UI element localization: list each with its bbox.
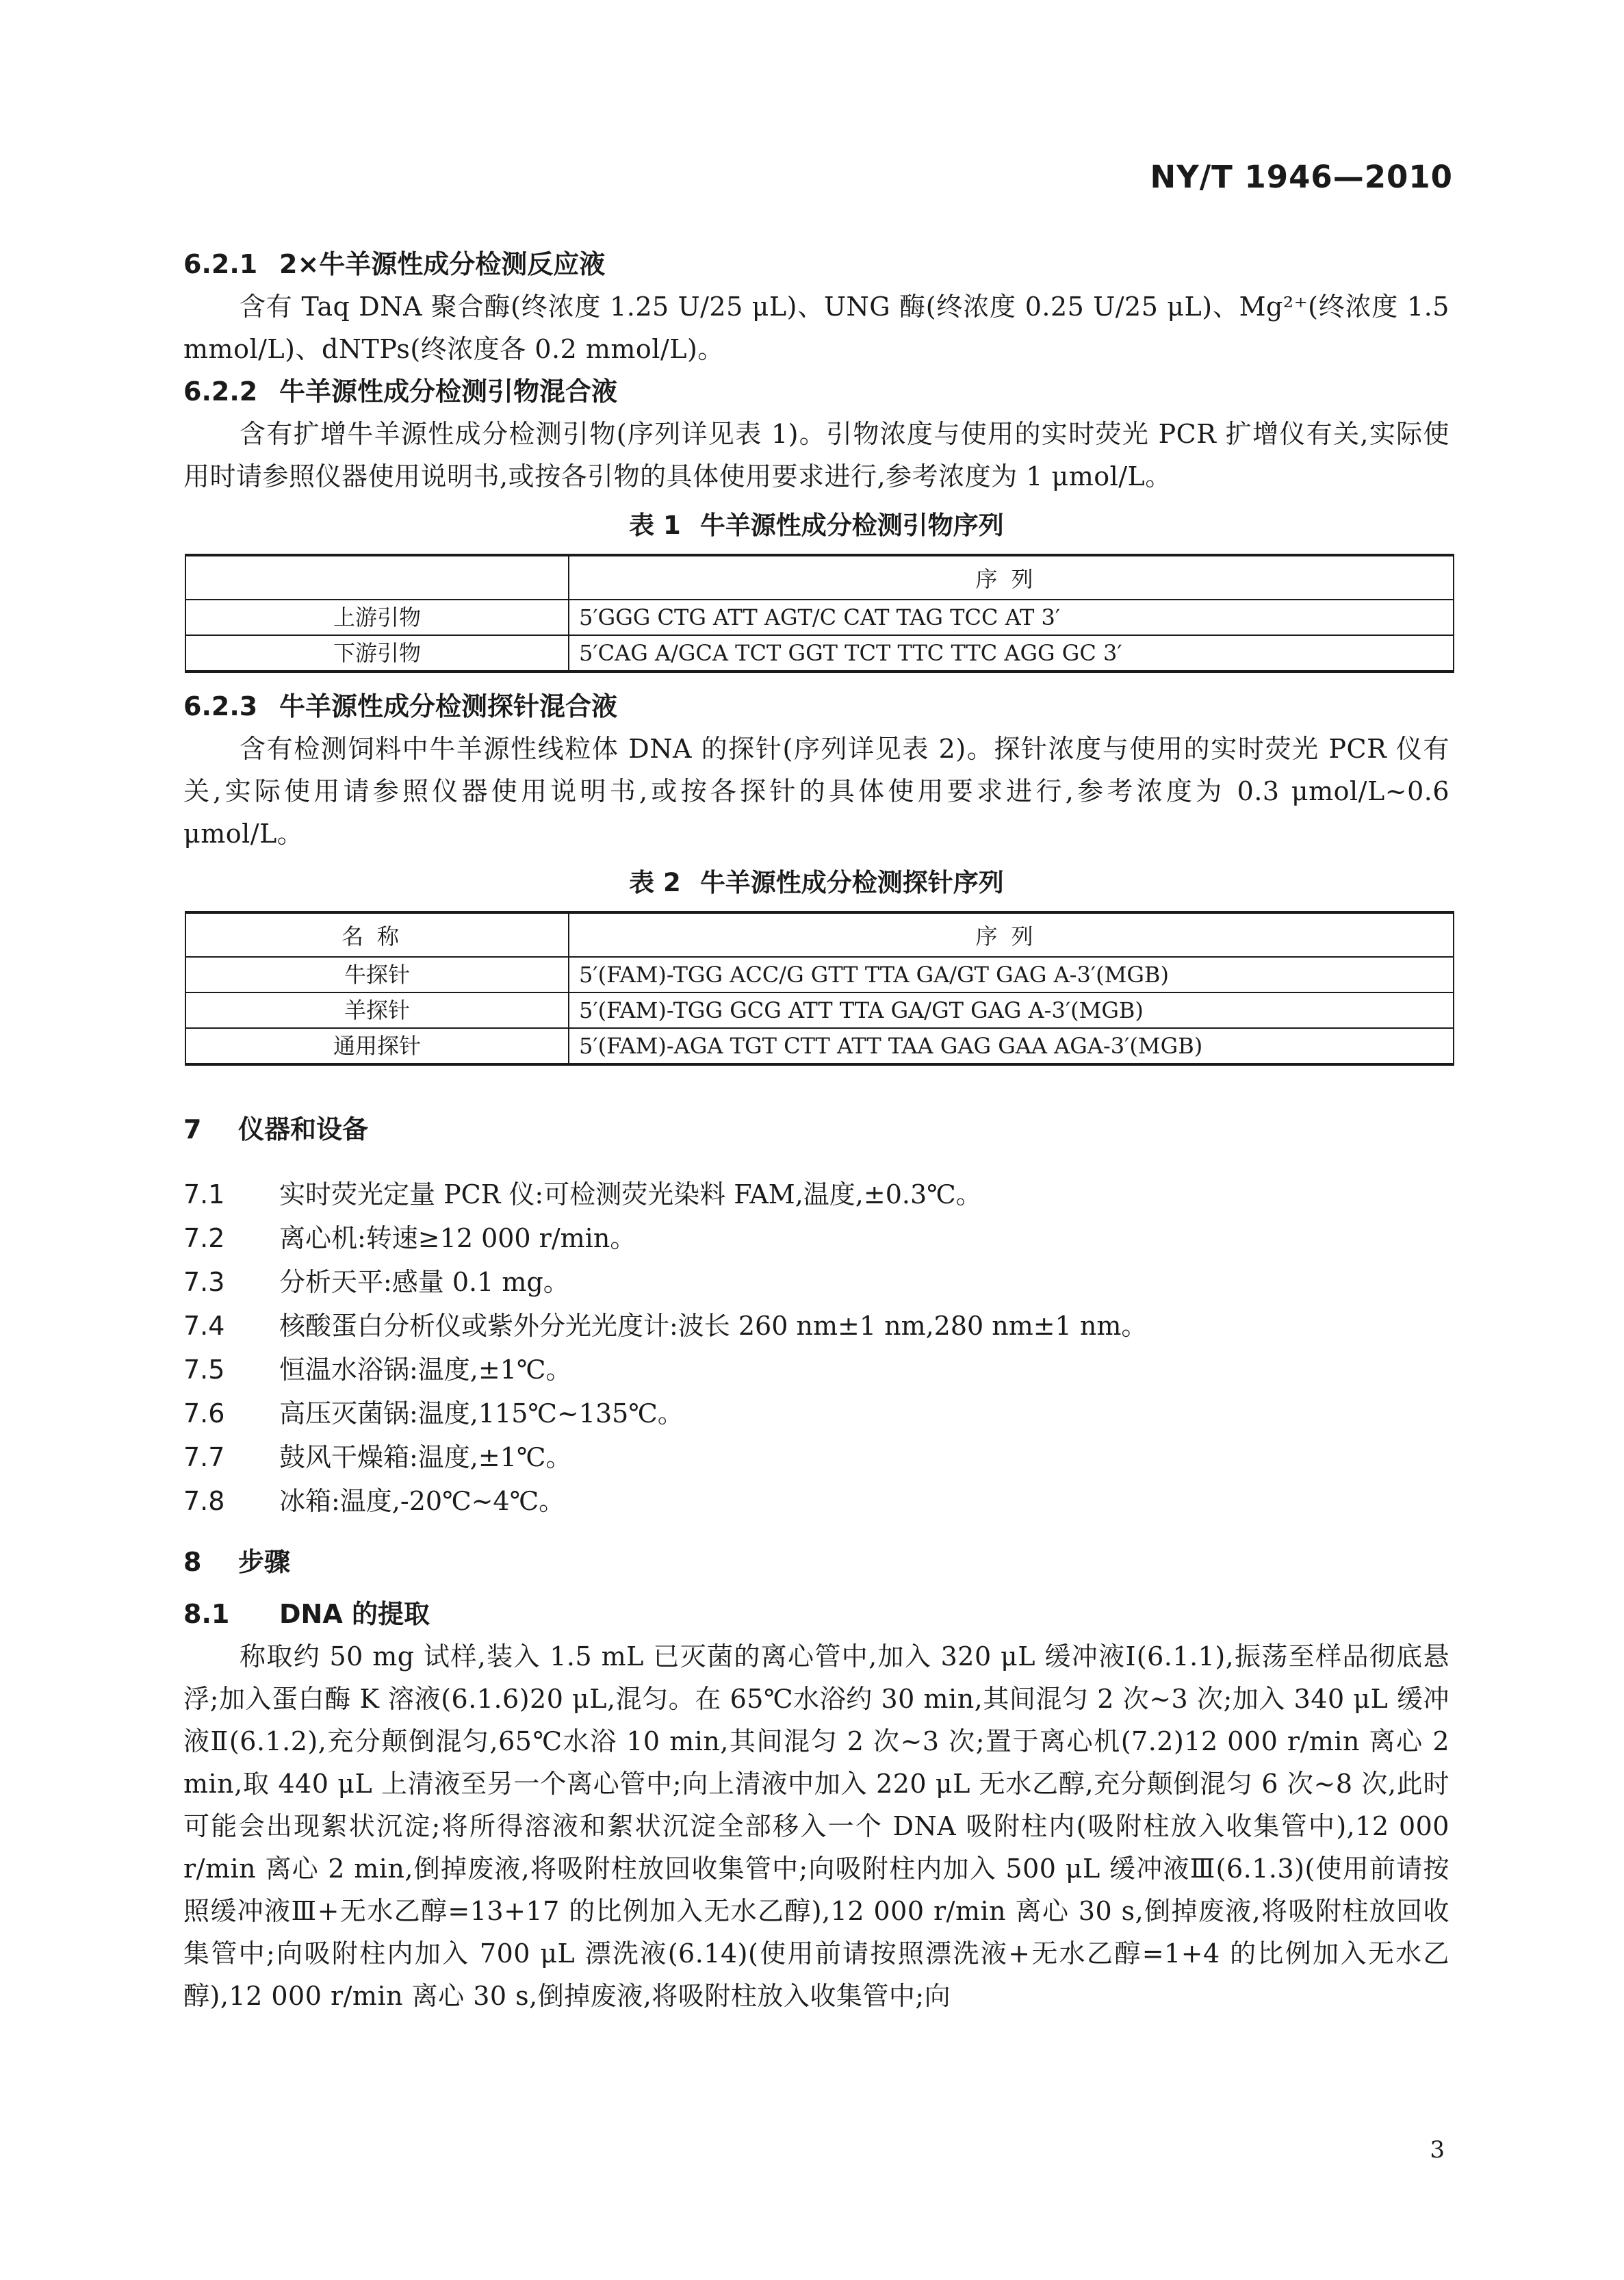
item-number: 7.6 xyxy=(183,1398,225,1429)
paragraph-6-2-3: 含有检测饲料中牛羊源性线粒体 DNA 的探针(序列详见表 2)。探针浓度与使用的实时荧光 PCR 仪有关,实际使用请参照仪器使用说明书,或按各探针的具体使用要求进行,参考浓度为 0.3 μmol/L~0.6 μmol/L。 xyxy=(183,734,1450,849)
section-title: 牛羊源性成分检测引物混合液 xyxy=(279,376,618,407)
section-heading-6-2-3 xyxy=(183,685,1449,728)
table-cell-sequence: 5′GGG CTG ATT AGT/C CAT TAG TCC AT 3′ xyxy=(569,600,1454,635)
table-cell-sequence: 5′(FAM)-AGA TGT CTT ATT TAA GAG GAA AGA-3′(MGB) xyxy=(569,1028,1454,1064)
item-number: 7.8 xyxy=(183,1486,225,1516)
table1-caption-title: 牛羊源性成分检测引物序列 xyxy=(699,511,1004,540)
page-number: 3 xyxy=(1430,2136,1445,2164)
section-title: 2×牛羊源性成分检测反应液 xyxy=(279,249,606,279)
list-item xyxy=(183,1260,1449,1304)
table1-caption-number: 表 1 xyxy=(629,511,681,540)
section-heading-6-2-1 xyxy=(183,243,1449,285)
list-item xyxy=(183,1348,1449,1392)
section-title: 步骤 xyxy=(238,1547,291,1577)
table2-probe-sequences xyxy=(185,911,1454,1066)
list-item xyxy=(183,1216,1449,1260)
item-text: 实时荧光定量 PCR 仪:可检测荧光染料 FAM,温度,±0.3℃。 xyxy=(279,1179,982,1209)
section-number: 6.2.2 xyxy=(183,376,258,407)
table2-caption xyxy=(183,855,1449,911)
table-header-cell: 序列 xyxy=(569,555,1454,600)
table-cell-name: 羊探针 xyxy=(185,992,569,1028)
table-row xyxy=(185,635,1454,671)
paragraph-8-1: 称取约 50 mg 试样,装入 1.5 mL 已灭菌的离心管中,加入 320 μL 缓冲液Ⅰ(6.1.1),振荡至样品彻底悬浮;加入蛋白酶 K 溶液(6.1.6)20 μL,混匀。在 65℃水浴约 30 min,其间混匀 2 次~3 次;加入 340 μL 缓冲液Ⅱ(6.1.2),充分颠倒混匀,65℃水浴 10 min,其间混匀 2 次~3 次;置于离心机(7.2)12 000 r/min 离心 2 min,取 440 μL 上清液至另一个离心管中;向上清液中加入 220 μL 无水乙醇,充分颠倒混匀 6 次~8 次,此时可能会出现絮状沉淀;将所得溶液和絮状沉淀全部移入一个 DNA 吸附柱内(吸附柱放入收集管中),12 000 r/min 离心 2 min,倒掉废液,将吸附柱放回收集管中;向吸附柱内加入 500 μL 缓冲液Ⅲ(6.1.3)(使用前请按照缓冲液Ⅲ+无水乙醇=13+17 的比例加入无水乙醇),12 000 r/min 离心 30 s,倒掉废液,将吸附柱放回收集管中;向吸附柱内加入 700 μL 漂洗液(6.14)(使用前请按照漂洗液+无水乙醇=1+4 的比例加入无水乙醇),12 000 r/min 离心 30 s,倒掉废液,将吸附柱放入收集管中;向 xyxy=(183,1641,1449,2011)
table-header-row xyxy=(185,555,1454,600)
list-item xyxy=(183,1392,1449,1435)
table1-primer-sequences xyxy=(185,554,1454,673)
item-number: 7.7 xyxy=(183,1442,225,1472)
table2-caption-number: 表 2 xyxy=(629,868,681,897)
section-title: 仪器和设备 xyxy=(238,1114,369,1144)
item-text: 核酸蛋白分析仪或紫外分光光度计:波长 260 nm±1 nm,280 nm±1 nm。 xyxy=(279,1311,1148,1341)
table-cell-name: 牛探针 xyxy=(185,957,569,992)
table-header-row xyxy=(185,912,1454,957)
table-row xyxy=(185,992,1454,1028)
item-number: 7.4 xyxy=(183,1311,225,1341)
list-item xyxy=(183,1304,1449,1348)
section-title: DNA 的提取 xyxy=(279,1599,430,1629)
item-number: 7.1 xyxy=(183,1179,225,1209)
item-text: 鼓风干燥箱:温度,±1℃。 xyxy=(279,1442,572,1472)
section-heading-6-2-2 xyxy=(183,370,1449,413)
item-number: 7.2 xyxy=(183,1223,225,1253)
table-cell-sequence: 5′CAG A/GCA TCT GGT TCT TTC TTC AGG GC 3′ xyxy=(569,635,1454,671)
table-cell-sequence: 5′(FAM)-TGG GCG ATT TTA GA/GT GAG A-3′(MGB) xyxy=(569,992,1454,1028)
table-cell-name: 通用探针 xyxy=(185,1028,569,1064)
table-header-cell: 序列 xyxy=(569,912,1454,957)
section-number: 7 xyxy=(183,1114,202,1144)
section-number: 8.1 xyxy=(183,1599,230,1629)
table1-caption xyxy=(183,498,1449,554)
item-text: 恒温水浴锅:温度,±1℃。 xyxy=(279,1355,572,1385)
table-cell-name: 上游引物 xyxy=(185,600,569,635)
item-text: 分析天平:感量 0.1 mg。 xyxy=(279,1267,569,1297)
table-header-cell: 名称 xyxy=(185,912,569,957)
table-cell-name: 下游引物 xyxy=(185,635,569,671)
section-heading-7 xyxy=(183,1099,1449,1160)
item-text: 离心机:转速≥12 000 r/min。 xyxy=(279,1223,636,1253)
standard-number: NY/T 1946—2010 xyxy=(1150,159,1453,195)
item-text: 高压灭菌锅:温度,115℃~135℃。 xyxy=(279,1398,684,1429)
table-row xyxy=(185,957,1454,992)
table-header-cell xyxy=(185,555,569,600)
section-number: 6.2.1 xyxy=(183,249,258,279)
table-cell-sequence: 5′(FAM)-TGG ACC/G GTT TTA GA/GT GAG A-3′(MGB) xyxy=(569,957,1454,992)
section-title: 牛羊源性成分检测探针混合液 xyxy=(279,691,618,721)
section-number: 8 xyxy=(183,1547,202,1577)
section-heading-8 xyxy=(183,1531,1449,1593)
list-item xyxy=(183,1435,1449,1479)
list-item xyxy=(183,1173,1449,1216)
item-number: 7.5 xyxy=(183,1355,225,1385)
section-heading-8-1 xyxy=(183,1593,1449,1635)
table-row xyxy=(185,1028,1454,1064)
list-item xyxy=(183,1479,1449,1523)
section-number: 6.2.3 xyxy=(183,691,258,721)
paragraph-6-2-2: 含有扩增牛羊源性成分检测引物(序列详见表 1)。引物浓度与使用的实时荧光 PCR 扩增仪有关,实际使用时请参照仪器使用说明书,或按各引物的具体使用要求进行,参考浓度为 1 μmol/L。 xyxy=(183,419,1449,491)
item-number: 7.3 xyxy=(183,1267,225,1297)
table-row xyxy=(185,600,1454,635)
equipment-list xyxy=(183,1173,1449,1523)
table2-caption-title: 牛羊源性成分检测探针序列 xyxy=(699,868,1004,897)
item-text: 冰箱:温度,-20℃~4℃。 xyxy=(279,1486,565,1516)
page-content xyxy=(183,243,1449,2017)
paragraph-6-2-1: 含有 Taq DNA 聚合酶(终浓度 1.25 U/25 μL)、UNG 酶(终浓度 0.25 U/25 μL)、Mg²⁺(终浓度 1.5 mmol/L)、dNTPs(终浓度各 0.2 mmol/L)。 xyxy=(183,292,1449,364)
